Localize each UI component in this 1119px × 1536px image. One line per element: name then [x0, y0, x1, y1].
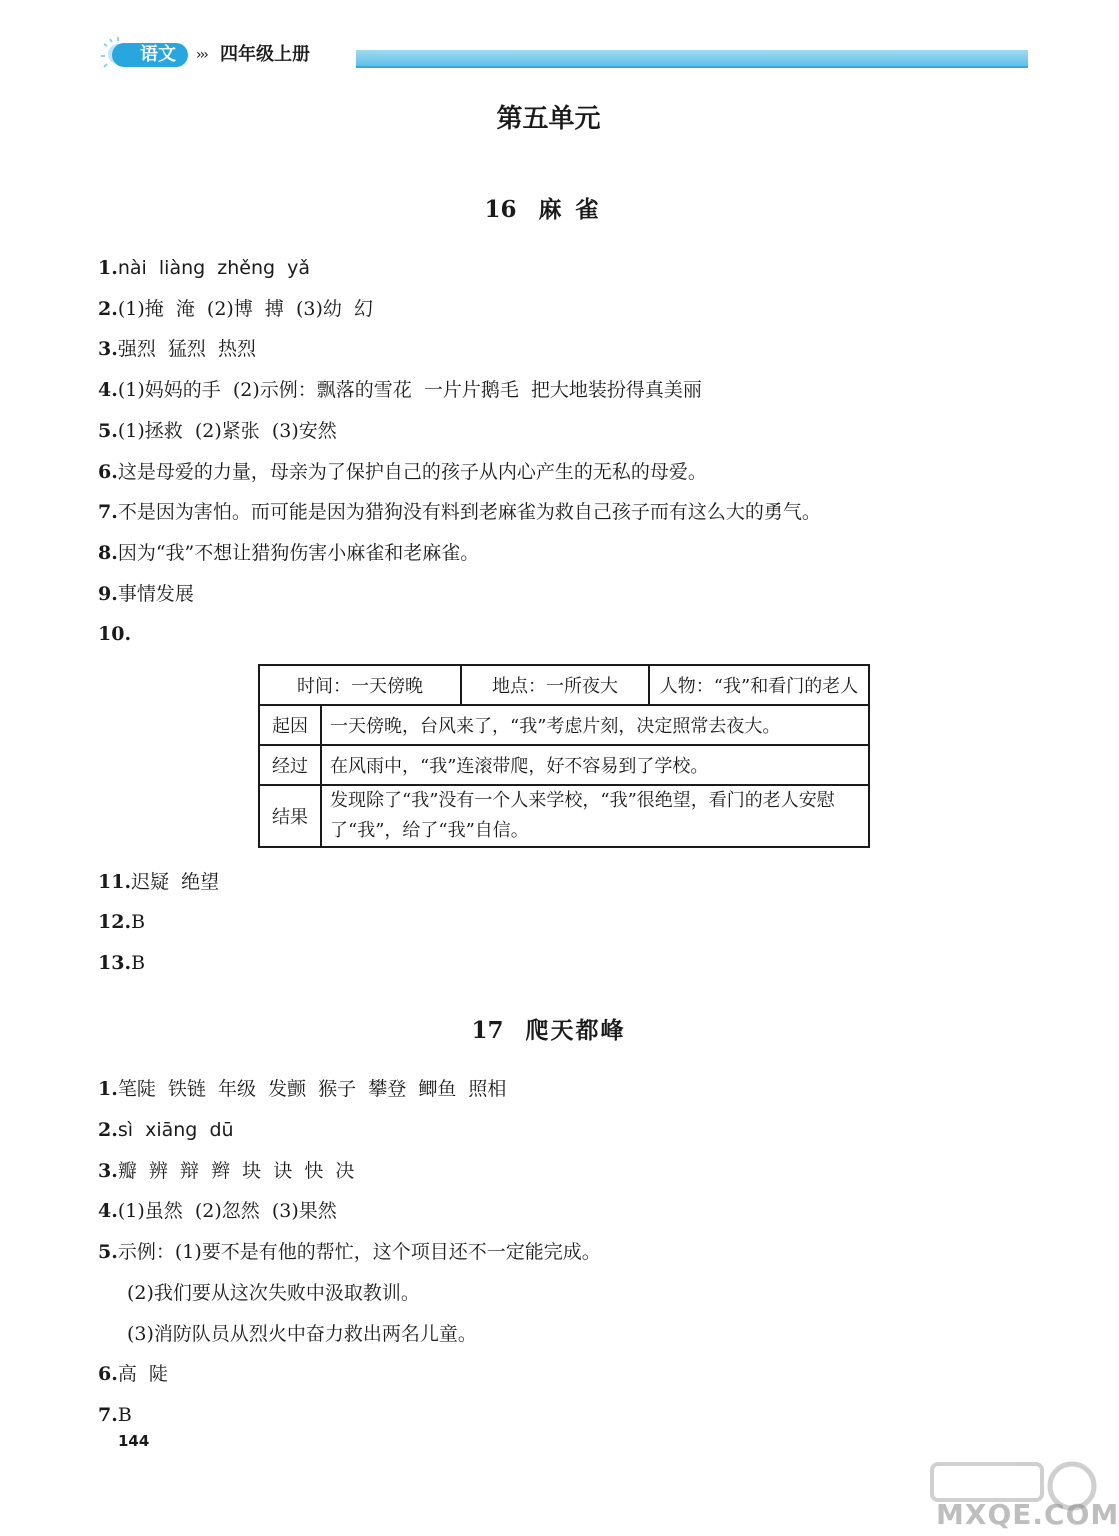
table-row — [259, 785, 869, 847]
answer-line — [127, 1321, 477, 1347]
lesson-17-title — [0, 1012, 1097, 1045]
answer-text: nài liàng zhěng yǎ — [117, 257, 311, 279]
lesson-number: 17 — [471, 1017, 504, 1044]
answer-text: 这是母爱的力量，母亲为了保护自己的孩子从内心产生的无私的母爱。 — [117, 461, 707, 483]
grade-label: 四年级上册 — [220, 44, 310, 65]
lesson-name: 爬天都峰 — [525, 1017, 626, 1044]
watermark-text: MXQE.COM — [936, 1498, 1119, 1531]
answer-line — [127, 1280, 420, 1306]
answer-text: B — [131, 952, 146, 974]
unit-title: 第五单元 — [496, 104, 601, 134]
table-row-label: 起因 — [259, 705, 321, 745]
answer-line: 6.这是母爱的力量，母亲为了保护自己的孩子从内心产生的无私的母爱。 — [98, 461, 707, 483]
answer-line: 3.强烈 猛烈 热烈 — [98, 338, 257, 360]
lesson-name: 麻雀 — [538, 196, 613, 223]
chevron-right-icon: ››› — [196, 47, 207, 63]
table-cell-place: 地点：一所夜大 — [461, 665, 649, 705]
answer-text: B — [117, 1404, 132, 1426]
table-row — [259, 745, 869, 785]
page-number: 144 — [118, 1432, 150, 1450]
answer-text: 事情发展 — [117, 583, 194, 605]
answer-line: 9.事情发展 — [98, 583, 194, 605]
answer-text: (3)消防队员从烈火中奋力救出两名儿童。 — [127, 1323, 477, 1345]
table-row-label: 经过 — [259, 745, 321, 785]
answer-text: (1)拯救 (2)紧张 (3)安然 — [117, 420, 337, 442]
answer-text: 因为“我”不想让猎狗伤害小麻雀和老麻雀。 — [117, 542, 480, 564]
answer-line: 7.B — [98, 1404, 132, 1426]
answer-text: (2)我们要从这次失败中汲取教训。 — [127, 1282, 420, 1304]
answer-line: 4.(1)虽然 (2)忽然 (3)果然 — [98, 1200, 337, 1222]
table-row — [259, 705, 869, 745]
subject-label: 语文 — [140, 44, 176, 65]
answer-text: (1)掩 淹 (2)博 搏 (3)幼 幻 — [117, 298, 373, 320]
answer-line: 2.sì xiāng dū — [98, 1119, 234, 1141]
answer-text: (1)虽然 (2)忽然 (3)果然 — [117, 1200, 337, 1222]
answer-text: 瓣 辨 辩 辫 块 诀 快 决 — [117, 1160, 355, 1182]
table-row-text: 发现除了“我”没有一个人来学校，“我”很绝望，看门的老人安慰了“我”，给了“我”自信。 — [321, 785, 869, 847]
answer-text: sì xiāng dū — [117, 1119, 234, 1141]
answer-line: 3.瓣 辨 辩 辫 块 诀 快 决 — [98, 1160, 355, 1182]
answer-text: 笔陡 铁链 年级 发颤 猴子 攀登 鲫鱼 照相 — [117, 1078, 507, 1100]
answer-text: B — [131, 911, 146, 933]
story-table — [258, 664, 870, 848]
answer-line: 12.B — [98, 911, 146, 933]
table-row-text: 一天傍晚，台风来了，“我”考虑片刻，决定照常去夜大。 — [321, 705, 869, 745]
answer-line: 4.(1)妈妈的手 (2)示例：飘落的雪花 一片片鹅毛 把大地装扮得真美丽 — [98, 379, 702, 401]
answer-line: 8.因为“我”不想让猎狗伤害小麻雀和老麻雀。 — [98, 542, 480, 564]
answer-text: 示例：(1)要不是有他的帮忙，这个项目还不一定能完成。 — [117, 1241, 601, 1263]
answer-text: 强烈 猛烈 热烈 — [117, 338, 257, 360]
table-cell-people: 人物：“我”和看门的老人 — [649, 665, 869, 705]
answer-line: 5.示例：(1)要不是有他的帮忙，这个项目还不一定能完成。 — [98, 1241, 601, 1263]
lesson-number: 16 — [484, 196, 517, 223]
answer-line: 1.nài liàng zhěng yǎ — [98, 257, 311, 279]
answer-line: 2.(1)掩 淹 (2)博 搏 (3)幼 幻 — [98, 298, 373, 320]
header-bar — [356, 50, 1028, 68]
answer-text: (1)妈妈的手 (2)示例：飘落的雪花 一片片鹅毛 把大地装扮得真美丽 — [117, 379, 702, 401]
answer-text: 高 陡 — [117, 1363, 168, 1385]
table-cell-time: 时间：一天傍晚 — [259, 665, 461, 705]
answer-line: 1.笔陡 铁链 年级 发颤 猴子 攀登 鲫鱼 照相 — [98, 1078, 507, 1100]
answer-line: 7.不是因为害怕。而可能是因为猎狗没有料到老麻雀为救自己孩子而有这么大的勇气。 — [98, 501, 821, 523]
lesson-16-title — [0, 191, 1097, 224]
table-row-label: 结果 — [259, 785, 321, 847]
table-row-text: 在风雨中，“我”连滚带爬，好不容易到了学校。 — [321, 745, 869, 785]
answer-line: 5.(1)拯救 (2)紧张 (3)安然 — [98, 420, 337, 442]
answer-line: 11.迟疑 绝望 — [98, 871, 220, 893]
answer-line: 10. — [98, 623, 132, 645]
answer-text: 不是因为害怕。而可能是因为猎狗没有料到老麻雀为救自己孩子而有这么大的勇气。 — [117, 501, 821, 523]
answer-line: 6.高 陡 — [98, 1363, 168, 1385]
answer-text: 迟疑 绝望 — [131, 871, 220, 893]
table-row — [259, 665, 869, 705]
page-header — [96, 34, 1030, 74]
answer-line: 13.B — [98, 952, 146, 974]
